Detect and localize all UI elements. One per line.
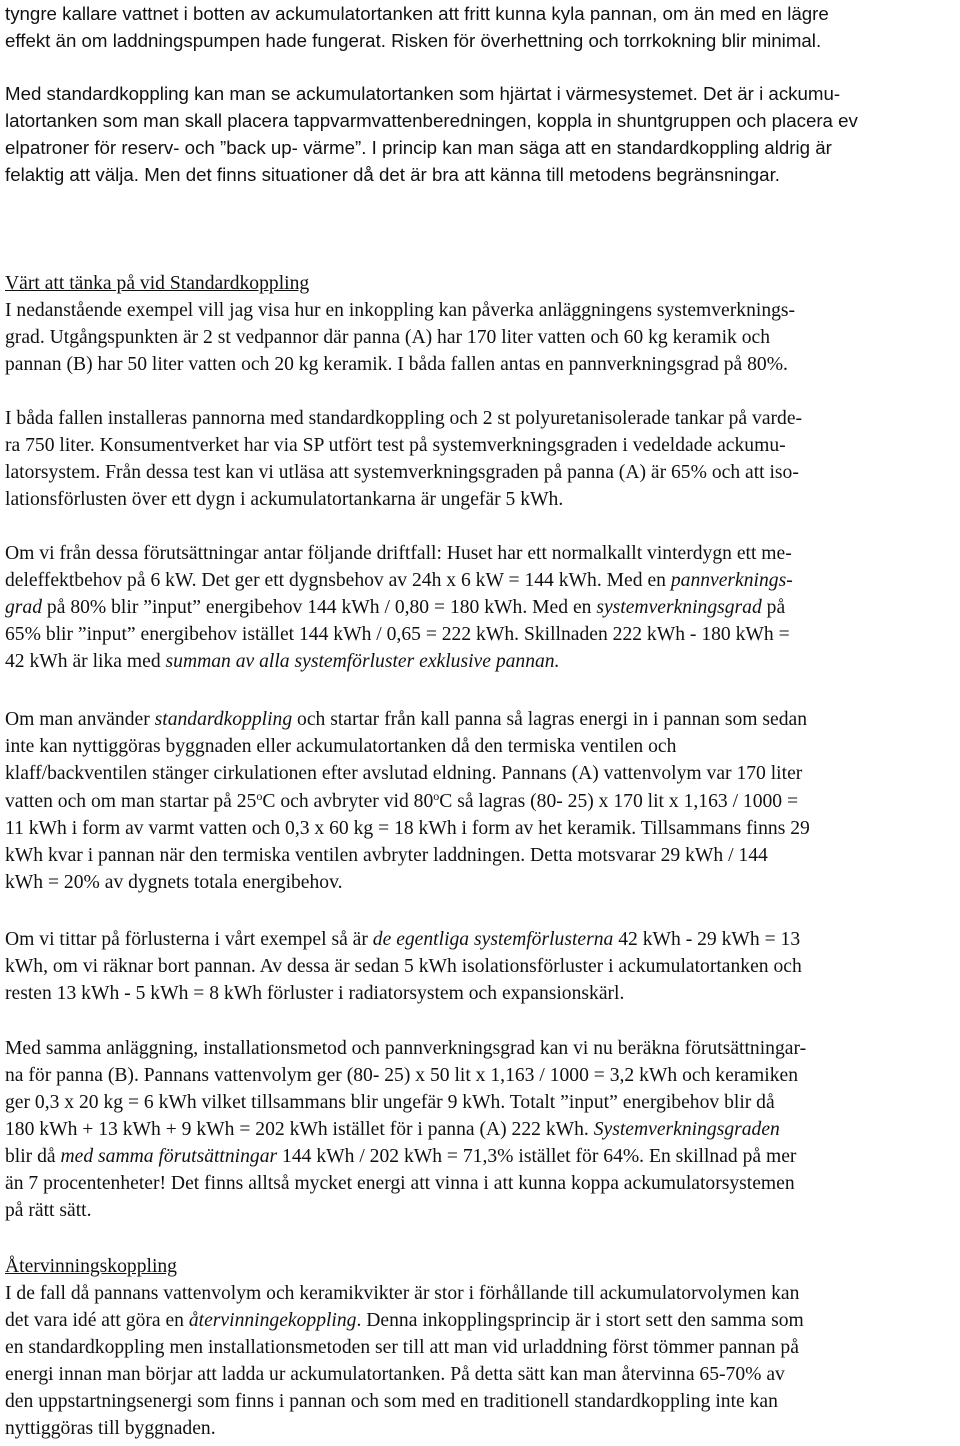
s2-line-4: energi innan man börjar att ladda ur ackumulatortanken. På detta sätt kan man återvinna 65-70% av: [5, 1364, 785, 1385]
s1-p5-line-1: Om vi tittar på förlusterna i vårt exempel så är de egentliga systemförlusterna 42 kWh - 29 kWh = 13: [5, 929, 801, 950]
s1-p6-line-7: på rätt sätt.: [5, 1200, 92, 1221]
s2-line-5: den uppstartningsenergi som finns i pannan och som med en traditionell standardkoppling inte kan: [5, 1391, 778, 1412]
intro-line-2: effekt än om laddningspumpen hade fungerat. Risken för överhettning och torrkokning blir minimal.: [5, 30, 822, 51]
s1-p1-line-1: I nedanstående exempel vill jag visa hur en inkoppling kan påverka anläggningens systemverknings-: [5, 300, 796, 321]
s1-p2-line-4: lationsförlusten över ett dygn i ackumulatortankarna är ungefär 5 kWh.: [5, 489, 564, 510]
s1-p2-line-3: latorsystem. Från dessa test kan vi utläsa att systemverkningsgraden på panna (A) är 65% och att iso-: [5, 462, 799, 483]
s2-line-2: det vara idé att göra en återvinningekoppling. Denna inkopplingsprincip är i stort sett den samma som: [5, 1310, 804, 1331]
standard-line-4: felaktig att välja. Men det finns situationer då det är bra att känna till metodens begränsningar.: [5, 164, 780, 185]
section-heading-standardkoppling: Värt att tänka på vid Standardkoppling: [5, 273, 310, 294]
standard-line-1: Med standardkoppling kan man se ackumulatortanken som hjärtat i värmesystemet. Det är i ackumu-: [5, 83, 841, 104]
s1-p4-line-4: vatten och om man startar på 25$^o$C och avbryter vid 80$^o$C så lagras (80- 25) x 170 lit x 1,163 / 1000 =: [5, 789, 799, 812]
s1-p5-line-2: kWh, om vi räknar bort pannan. Av dessa är sedan 5 kWh isolationsförluster i ackumulatortanken och: [5, 956, 802, 977]
s1-p2-line-1: I båda fallen installeras pannorna med standardkoppling och 2 st polyuretanisolerade tankar på varde-: [5, 408, 803, 429]
s1-p4-line-1: Om man använder standardkoppling och startar från kall panna så lagras energi in i pannan som sedan: [5, 709, 808, 730]
s2-line-1: I de fall då pannans vattenvolym och keramikvikter är stor i förhållande till ackumulatorvolymen kan: [5, 1283, 800, 1304]
s1-p3-line-1: Om vi från dessa förutsättningar antar följande driftfall: Huset har ett normalkallt vinterdygn ett me-: [5, 543, 792, 564]
s1-p6-line-6: än 7 procentenheter! Det finns alltså mycket energi att vinna i att kunna koppa ackumulatorsystemen: [5, 1173, 795, 1194]
s1-p4-line-3: klaff/backventilen stänger cirkulationen efter avslutad eldning. Pannans (A) vattenvolym var 170 liter: [5, 763, 803, 784]
s1-p4-line-5: 11 kWh i form av varmt vatten och 0,3 x 60 kg = 18 kWh i form av het keramik. Tillsammans finns 29: [5, 818, 810, 839]
s1-p6-line-3: ger 0,3 x 20 kg = 6 kWh vilket tillsammans blir ungefär 9 kWh. Totalt ”input” energibehov blir då: [5, 1092, 775, 1113]
s1-p6-line-2: na för panna (B). Pannans vattenvolym ger (80- 25) x 50 lit x 1,163 / 1000 = 3,2 kWh och keramiken: [5, 1065, 798, 1086]
s1-p3-line-2: deleffektbehov på 6 kW. Det ger ett dygnsbehov av 24h x 6 kW = 144 kWh. Med en pannverknings-: [5, 570, 793, 591]
standard-line-3: elpatroner för reserv- och ”back up- värme”. I princip kan man säga att en standardkoppling aldrig är: [5, 137, 832, 158]
intro-line-1: tyngre kallare vattnet i botten av ackumulatortanken att fritt kunna kyla pannan, om än med en lägre: [5, 3, 829, 24]
s2-line-3: en standardkoppling men installationsmetoden ser till att man vid urladdning först tömmer pannan på: [5, 1337, 799, 1358]
s1-p4-line-6: kWh kvar i pannan när den termiska ventilen avbryter laddningen. Detta motsvarar 29 kWh / 144: [5, 845, 768, 866]
s1-p6-line-5: blir då med samma förutsättningar 144 kWh / 202 kWh = 71,3% istället för 64%. En skillnad på mer: [5, 1146, 797, 1167]
s1-p4-line-2: inte kan nyttiggöras byggnaden eller ackumulatortanken då den termiska ventilen och: [5, 736, 677, 757]
standard-line-2: latortanken som man skall placera tappvarmvattenberedningen, koppla in shuntgruppen och placera ev: [5, 110, 858, 131]
s1-p6-line-4: 180 kWh + 13 kWh + 9 kWh = 202 kWh istället för i panna (A) 222 kWh. Systemverkningsgraden: [5, 1119, 780, 1140]
s1-p3-line-4: 65% blir ”input” energibehov istället 144 kWh / 0,65 = 222 kWh. Skillnaden 222 kWh - 180 kWh =: [5, 624, 790, 645]
s1-p2-line-2: ra 750 liter. Konsumentverket har via SP utfört test på systemverkningsgraden i vedeldade ackumu-: [5, 435, 786, 456]
s1-p4-line-7: kWh = 20% av dygnets totala energibehov.: [5, 872, 343, 893]
s1-p6-line-1: Med samma anläggning, installationsmetod och pannverkningsgrad kan vi nu beräkna förutsättningar-: [5, 1038, 807, 1059]
s2-line-6: nyttiggöras till byggnaden.: [5, 1418, 216, 1439]
section-heading-atervinningskoppling: Återvinningskoppling: [5, 1256, 177, 1277]
s1-p1-line-2: grad. Utgångspunkten är 2 st vedpannor där panna (A) har 170 liter vatten och 60 kg keramik och: [5, 327, 771, 348]
s1-p3-line-5: 42 kWh är lika med summan av alla systemförluster exklusive pannan.: [5, 651, 560, 672]
s1-p5-line-3: resten 13 kWh - 5 kWh = 8 kWh förluster i radiatorsystem och expansionskärl.: [5, 983, 625, 1004]
s1-p1-line-3: pannan (B) har 50 liter vatten och 20 kg keramik. I båda fallen antas en pannverkningsgrad på 80%.: [5, 354, 788, 375]
s1-p3-line-3: grad på 80% blir ”input” energibehov 144 kWh / 0,80 = 180 kWh. Med en systemverkningsgrad på: [5, 597, 786, 618]
